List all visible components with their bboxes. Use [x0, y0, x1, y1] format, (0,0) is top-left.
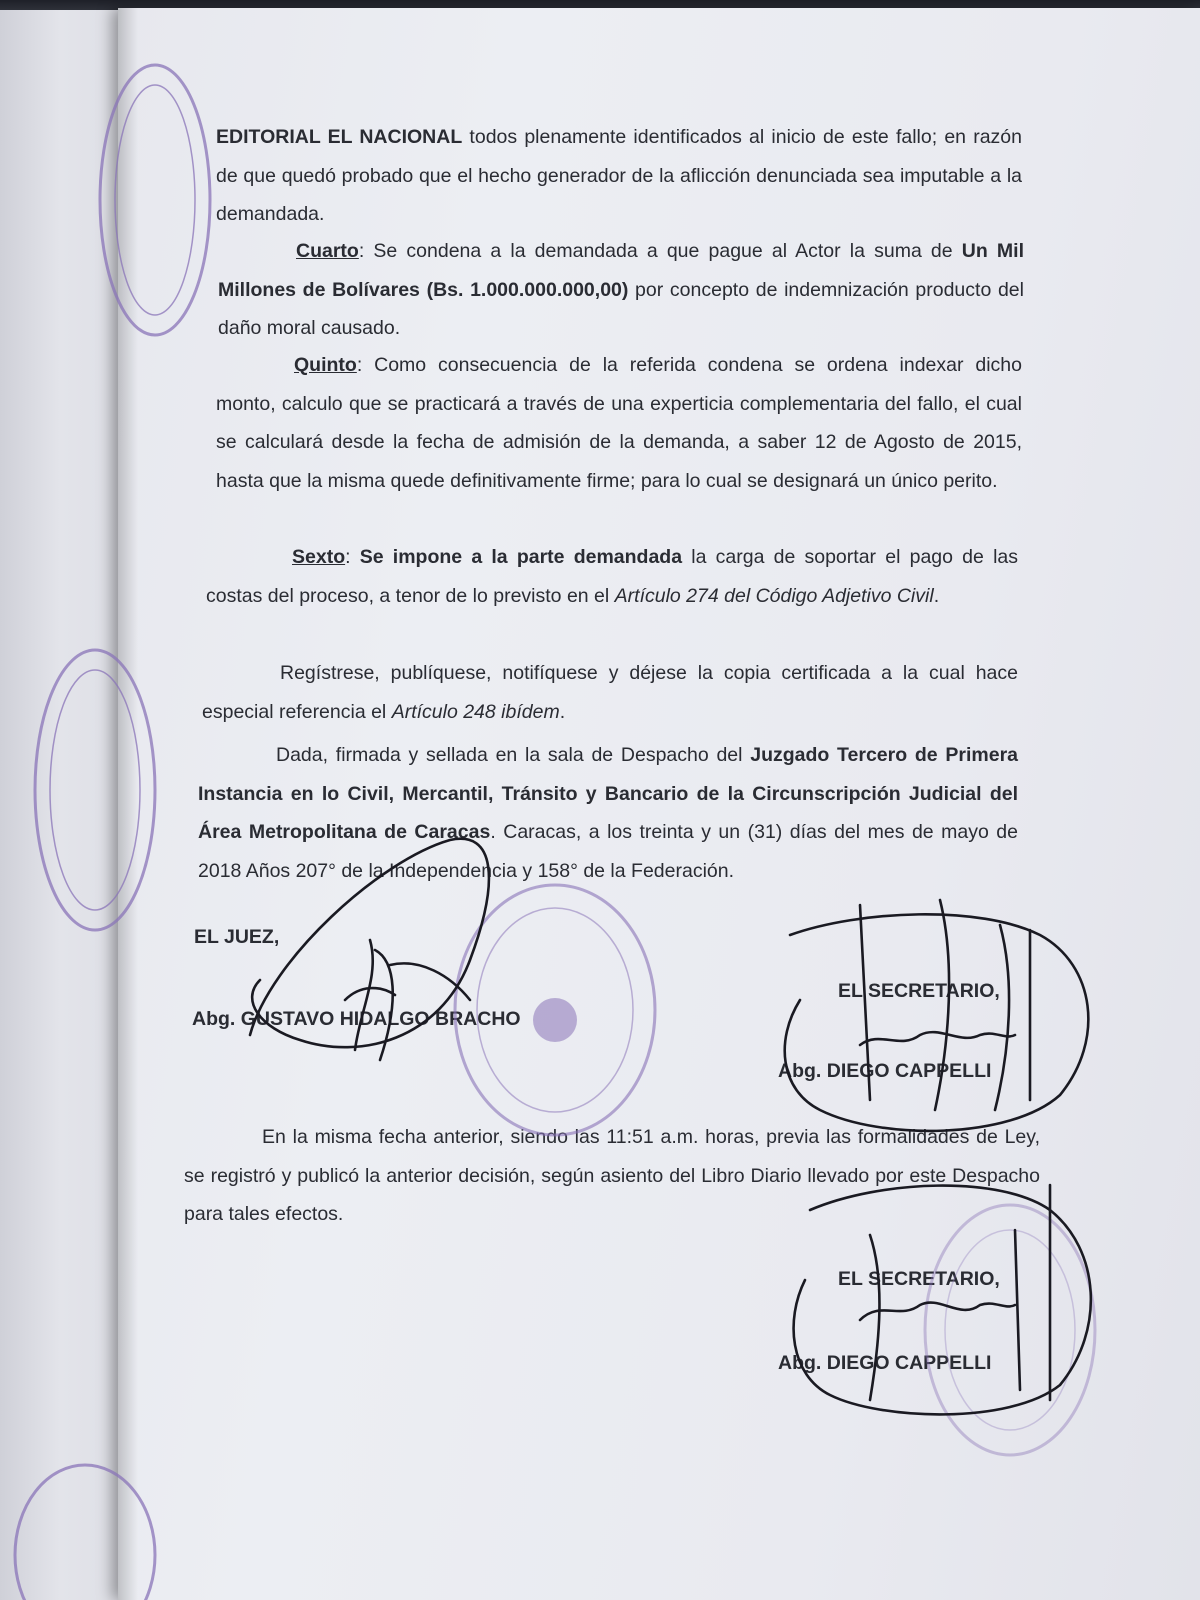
paragraph-cuarto [218, 232, 1024, 348]
paragraph-text: . [933, 584, 940, 607]
judge-name: Abg. GUSTAVO HIDALGO BRACHO [192, 1008, 521, 1030]
amount-text: Un Mil Millones de Bolívares (Bs. 1.000.000.000,00) [218, 240, 1024, 301]
label-sexto: Sexto [292, 546, 346, 568]
paragraph-registrese [202, 654, 1018, 731]
paragraph-text: : Como consecuencia de la referida condena se ordena indexar dicho monto, calculo que se practicará a través de una experticia complementaria del fallo, el cual se calculará desde la fecha de admisión de la demanda, a saber 12 de Agosto de 2015, hasta que la misma quede definitivamente firme; para lo cual se designará un único perito. [216, 354, 1022, 492]
secretary-title: EL SECRETARIO, [838, 1268, 1000, 1290]
label-quinto: Quinto [294, 354, 357, 376]
article-reference: Artículo 248 ibídem [391, 700, 560, 723]
paragraph-text: por concepto de indemnización producto del daño moral causado. [218, 278, 1024, 339]
paragraph-text: todos plenamente identificados al inicio de este fallo; en razón de que quedó probado que el hecho generador de la aflicción denunciada sea imputable a la demandada. [216, 126, 1022, 225]
judge-title: EL JUEZ, [194, 926, 280, 948]
page-fold-shadow [118, 8, 138, 1600]
paragraph-text: la carga de soportar el pago de las costas del proceso, a tenor de lo previsto en el [206, 546, 1018, 607]
paragraph-text: : Se condena a la demandada a que pague al Actor la suma de [358, 240, 962, 262]
paragraph-text: : [345, 546, 360, 568]
article-reference: Artículo 274 del Código Adjetivo Civil [614, 584, 934, 607]
paragraph-registro [184, 1118, 1040, 1234]
secretary-name: Abg. DIEGO CAPPELLI [778, 1352, 992, 1374]
paragraph-text: Regístrese, publíquese, notifíquese y déjese la copia certificada a la cual hace especial referencia el [202, 662, 1018, 723]
paragraph-text: . [559, 700, 566, 723]
paragraph-text: En la misma fecha anterior, siendo las 11:51 a.m. horas, previa las formalidades de Ley, se registró y publicó la anterior decisión, según asiento del Libro Diario llevado por este Despacho para tales efectos. [184, 1126, 1040, 1225]
paragraph-quinto [216, 346, 1022, 500]
paragraph-identification [216, 118, 1022, 234]
court-name: Juzgado Tercero de Primera Instancia en lo Civil, Mercantil, Tránsito y Bancario de la Circunscripción Judicial del Área Metropolitana de Caracas [198, 744, 1019, 843]
paragraph-dada-firmada [198, 736, 1018, 890]
label-cuarto: Cuarto [296, 240, 359, 262]
paragraph-text: Dada, firmada y sellada en la sala de Despacho del [276, 744, 751, 766]
company-name: EDITORIAL EL NACIONAL [216, 126, 463, 148]
secretary-name: Abg. DIEGO CAPPELLI [778, 1060, 992, 1082]
paragraph-bold: Se impone a la parte demandada [359, 546, 683, 568]
paragraph-sexto [206, 538, 1018, 615]
paragraph-text: . Caracas, a los treinta y un (31) días del mes de mayo de 2018 Años 207° de la Independencia y 158° de la Federación. [198, 821, 1018, 882]
secretary-title: EL SECRETARIO, [838, 980, 1000, 1002]
